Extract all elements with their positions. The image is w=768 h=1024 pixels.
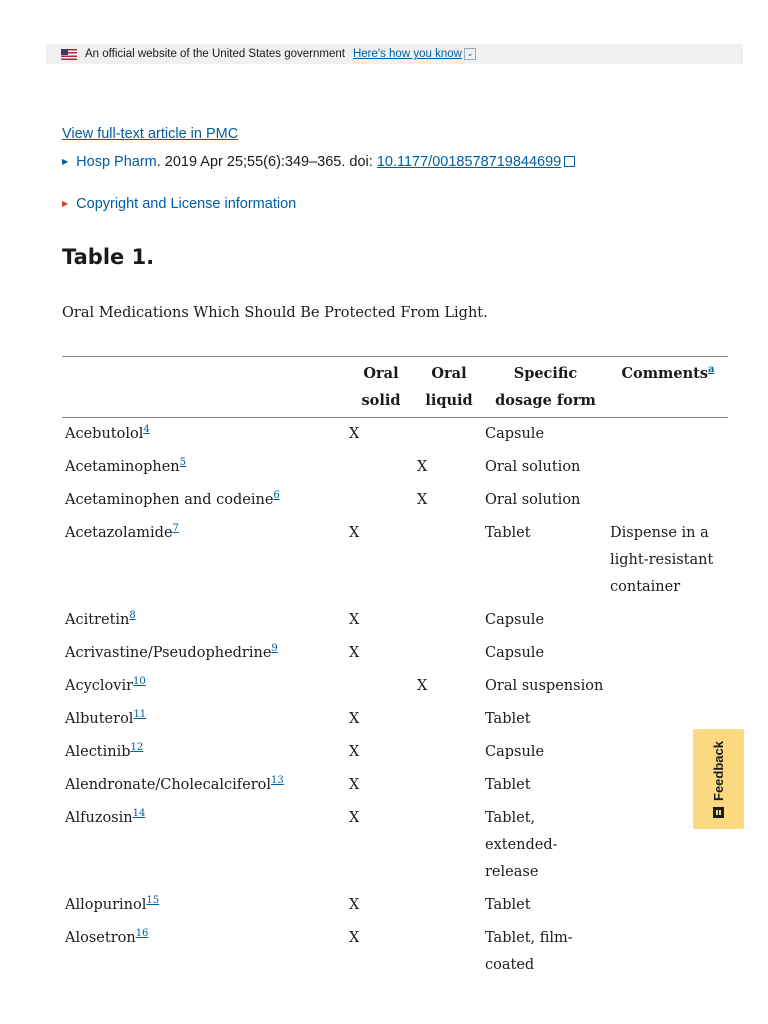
citation-text: . 2019 Apr 25;55(6):349–365. doi: <box>156 154 377 170</box>
cell-dosage-form: Tablet <box>485 777 531 793</box>
cell-dosage-form: Tablet <box>485 711 531 727</box>
cell-drug <box>62 418 347 452</box>
reference-link[interactable]: 5 <box>179 457 187 469</box>
table-row <box>62 670 728 703</box>
cell-oral-liquid <box>415 418 483 452</box>
feedback-icon <box>713 806 724 817</box>
feedback-button[interactable] <box>693 729 744 829</box>
cell-oral-liquid: X <box>417 492 428 508</box>
cell-oral-solid: X <box>349 744 360 760</box>
copyright-label: Copyright and License information <box>76 196 297 212</box>
cell-drug <box>62 736 347 769</box>
cell-drug <box>62 802 347 889</box>
drug-name: Acyclovir <box>65 678 134 694</box>
cell-dosage-form: Oral suspension <box>485 678 604 694</box>
cell-oral-solid <box>347 670 415 703</box>
reference-link[interactable]: 16 <box>135 928 149 940</box>
reference-link[interactable]: 4 <box>143 424 150 436</box>
table-row <box>62 736 728 769</box>
table-row <box>62 484 728 517</box>
cell-oral-solid <box>347 451 415 484</box>
cell-oral-solid: X <box>349 810 360 826</box>
external-link-icon <box>564 156 575 167</box>
cell-oral-solid: X <box>349 645 360 661</box>
cell-oral-liquid <box>415 703 483 736</box>
header-comments-label: Comments <box>621 365 709 382</box>
reference-link[interactable]: 8 <box>129 610 136 622</box>
table-title: Table 1. <box>62 245 155 269</box>
how-you-know-link[interactable] <box>353 48 462 60</box>
drug-name: Acetaminophen <box>65 459 180 475</box>
cell-drug <box>62 517 347 604</box>
doi-link[interactable]: 10.1177/0018578719844699 <box>376 154 562 170</box>
table-row <box>62 802 728 889</box>
reference-link[interactable]: 12 <box>130 742 144 754</box>
cell-dosage-form: Tablet, film-coated <box>485 930 573 973</box>
footnote-ref[interactable]: a <box>708 364 715 376</box>
cell-comments <box>608 604 728 637</box>
table-row <box>62 451 728 484</box>
cell-comments <box>608 670 728 703</box>
cell-drug <box>62 889 347 922</box>
medications-table <box>62 356 728 982</box>
cell-comments <box>608 418 728 452</box>
cell-oral-solid: X <box>349 930 360 946</box>
cell-oral-liquid <box>415 922 483 982</box>
drug-name: Alendronate/Cholecalciferol <box>65 777 272 793</box>
cell-drug <box>62 484 347 517</box>
journal-name[interactable]: Hosp Pharm <box>76 154 157 170</box>
cell-comments <box>608 922 728 982</box>
copyright-toggle[interactable] <box>62 196 296 212</box>
chevron-down-icon[interactable]: ⌄ <box>464 48 476 60</box>
cell-oral-liquid: X <box>417 678 428 694</box>
feedback-label: Feedback <box>711 740 727 801</box>
table-row <box>62 418 728 452</box>
table-caption: Oral Medications Which Should Be Protected From Light. <box>62 305 488 321</box>
cell-oral-solid <box>347 484 415 517</box>
cell-drug <box>62 922 347 982</box>
table-row <box>62 517 728 604</box>
table-row <box>62 703 728 736</box>
cell-comments <box>608 451 728 484</box>
cell-oral-liquid <box>415 889 483 922</box>
drug-name: Acebutolol <box>65 426 144 442</box>
table-row <box>62 889 728 922</box>
cell-dosage-form: Capsule <box>485 426 545 442</box>
reference-link[interactable]: 14 <box>132 808 146 820</box>
reference-link[interactable]: 10 <box>133 676 146 688</box>
cell-dosage-form: Tablet <box>485 897 531 913</box>
cell-dosage-form: Tablet <box>485 525 531 541</box>
cell-oral-solid: X <box>349 612 360 628</box>
cell-dosage-form: Capsule <box>485 612 545 628</box>
drug-name: Acetazolamide <box>65 525 173 541</box>
us-flag-icon <box>61 49 77 60</box>
gov-banner-text: An official website of the United States government <box>85 48 345 60</box>
header-comments <box>608 357 728 418</box>
cell-oral-solid: X <box>349 711 360 727</box>
cell-dosage-form: Oral solution <box>485 459 581 475</box>
cell-oral-liquid <box>415 604 483 637</box>
reference-link[interactable]: 13 <box>271 775 284 787</box>
view-pmc-link[interactable]: View full-text article in PMC <box>62 126 239 142</box>
cell-oral-solid: X <box>349 426 360 442</box>
header-oral-liquid: Oral liquid <box>425 365 473 409</box>
drug-name: Albuterol <box>65 711 134 727</box>
cell-oral-liquid <box>415 769 483 802</box>
gov-banner <box>46 44 743 64</box>
cell-drug <box>62 769 347 802</box>
reference-link[interactable]: 15 <box>146 895 160 907</box>
drug-name: Acitretin <box>65 612 130 628</box>
cell-oral-solid: X <box>349 897 360 913</box>
header-dosage-form: Specific dosage form <box>495 365 596 409</box>
cell-drug <box>62 670 347 703</box>
header-oral-solid: Oral solid <box>361 365 401 409</box>
reference-link[interactable]: 11 <box>133 709 147 721</box>
cell-comments <box>608 889 728 922</box>
table-row <box>62 604 728 637</box>
table-body <box>62 418 728 983</box>
citation <box>62 154 575 170</box>
table-row <box>62 769 728 802</box>
drug-name: Alosetron <box>65 930 136 946</box>
cell-comments <box>608 484 728 517</box>
cell-oral-liquid <box>415 517 483 604</box>
reference-link[interactable]: 9 <box>271 643 278 655</box>
cell-dosage-form: Tablet, extended-release <box>485 810 558 880</box>
drug-name: Allopurinol <box>65 897 147 913</box>
cell-drug <box>62 637 347 670</box>
cell-drug <box>62 703 347 736</box>
cell-oral-solid: X <box>349 777 360 793</box>
cell-drug <box>62 451 347 484</box>
cell-dosage-form: Capsule <box>485 744 545 760</box>
table-row <box>62 922 728 982</box>
how-you-know-label: Here's how you know <box>352 48 462 60</box>
drug-name: Acrivastine/Pseudophedrine <box>65 645 272 661</box>
cell-comments <box>608 637 728 670</box>
cell-oral-liquid <box>415 637 483 670</box>
reference-link[interactable]: 7 <box>172 523 179 535</box>
drug-name: Alfuzosin <box>65 810 133 826</box>
cell-comments: Dispense in a light-resistant container <box>610 525 714 595</box>
drug-name: Acetaminophen and codeine <box>65 492 274 508</box>
cell-oral-liquid <box>415 736 483 769</box>
cell-drug <box>62 604 347 637</box>
expand-triangle-icon[interactable]: ▶ <box>62 157 69 166</box>
cell-dosage-form: Capsule <box>485 645 545 661</box>
expand-triangle-icon: ▶ <box>62 199 69 208</box>
table-row <box>62 637 728 670</box>
reference-link[interactable]: 6 <box>273 490 280 502</box>
cell-oral-liquid <box>415 802 483 889</box>
table-header-row <box>62 357 728 418</box>
cell-oral-liquid: X <box>417 459 428 475</box>
drug-name: Alectinib <box>65 744 131 760</box>
cell-oral-solid: X <box>349 525 360 541</box>
header-drug <box>62 357 347 418</box>
cell-dosage-form: Oral solution <box>485 492 581 508</box>
